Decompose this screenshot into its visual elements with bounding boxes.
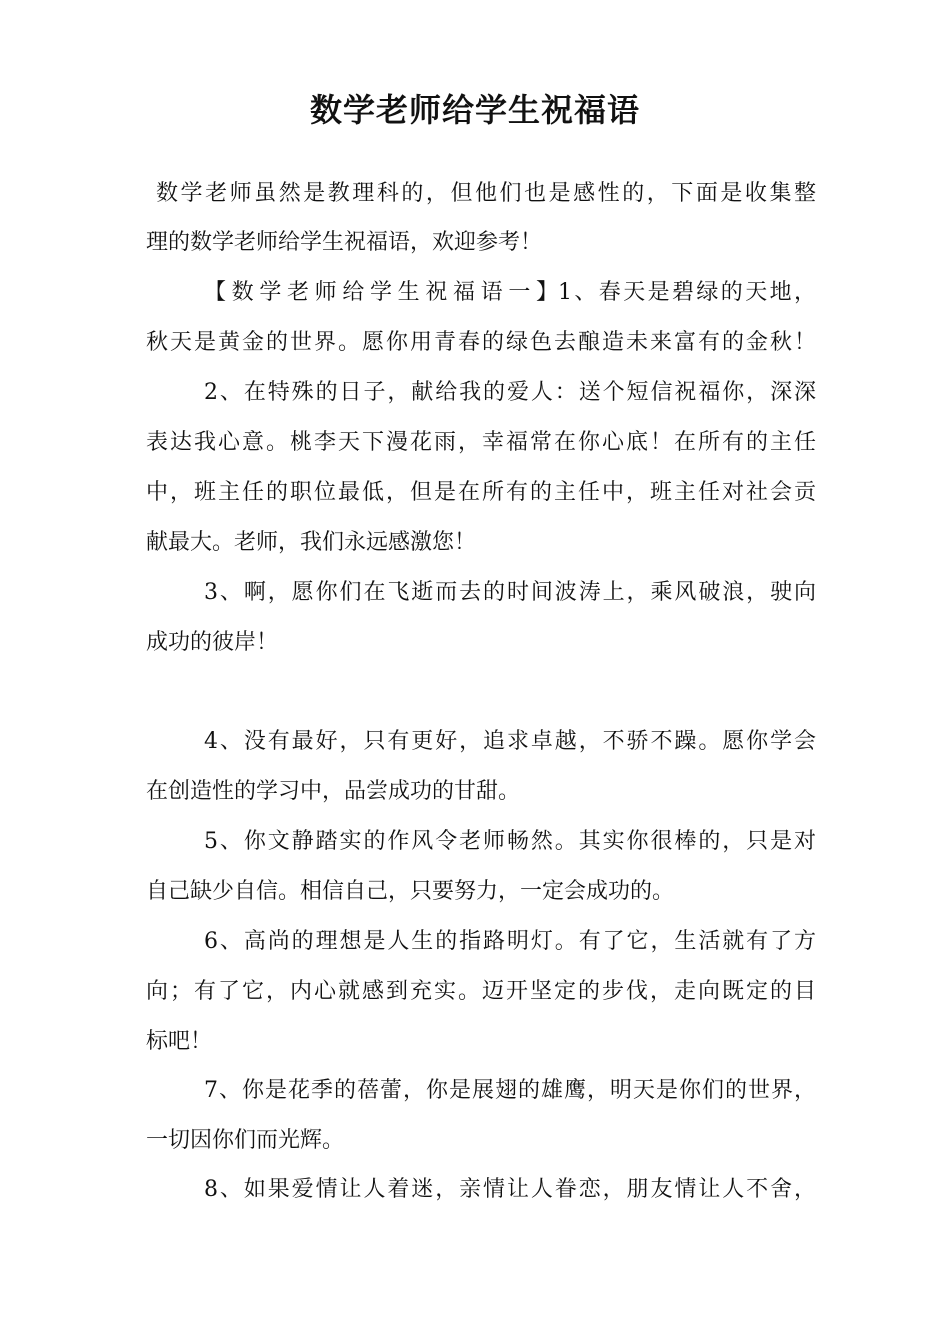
paragraph-line: 献最大。老师，我们永远感激您！: [146, 530, 477, 555]
paragraph-line: 标吧！: [146, 1029, 213, 1054]
paragraph-line: 成功的彼岸！: [146, 630, 279, 655]
paragraph-line: 6、高尚的理想是人生的指路明灯。有了它，生活就有了方: [204, 929, 816, 954]
paragraph-line: 2、在特殊的日子，献给我的爱人：送个短信祝福你，深深: [204, 380, 816, 405]
document-title: 数学老师给学生祝福语: [309, 91, 640, 129]
paragraph-line: 秋天是黄金的世界。愿你用青春的绿色去酿造未来富有的金秋！: [146, 330, 816, 355]
paragraph-line: 数学老师虽然是教理科的，但他们也是感性的，下面是收集整: [156, 181, 816, 206]
paragraph-line: 中，班主任的职位最低，但是在所有的主任中，班主任对社会贡: [146, 480, 816, 505]
paragraph-line: 自己缺少自信。相信自己，只要努力，一定会成功的。: [146, 879, 675, 904]
paragraph-line: 4、没有最好，只有更好，追求卓越，不骄不躁。愿你学会: [204, 729, 816, 754]
section-heading-line: [146, 268, 816, 318]
section-heading: 【数学老师给学生祝福语一】: [204, 280, 558, 305]
paragraph-line: 5、你文静踏实的作风令老师畅然。其实你很棒的，只是对: [204, 829, 816, 854]
paragraph-line: 表达我心意。桃李天下漫花雨，幸福常在你心底！在所有的主任: [146, 430, 816, 455]
paragraph-line: 8、如果爱情让人着迷，亲情让人眷恋，朋友情让人不舍，: [204, 1177, 816, 1202]
paragraph-line: 理的数学老师给学生祝福语，欢迎参考！: [146, 230, 543, 255]
paragraph-line: 7、你是花季的蓓蕾，你是展翅的雄鹰，明天是你们的世界，: [204, 1078, 816, 1103]
paragraph-line: 在创造性的学习中，品尝成功的甘甜。: [146, 779, 521, 804]
paragraph-line: 3、啊，愿你们在飞逝而去的时间波涛上，乘风破浪，驶向: [204, 580, 816, 605]
paragraph-text: 1、春天是碧绿的天地，: [558, 280, 816, 305]
paragraph-line: 一切因你们而光辉。: [146, 1128, 345, 1153]
paragraph-line: 向；有了它，内心就感到充实。迈开坚定的步伐，走向既定的目: [146, 979, 816, 1004]
